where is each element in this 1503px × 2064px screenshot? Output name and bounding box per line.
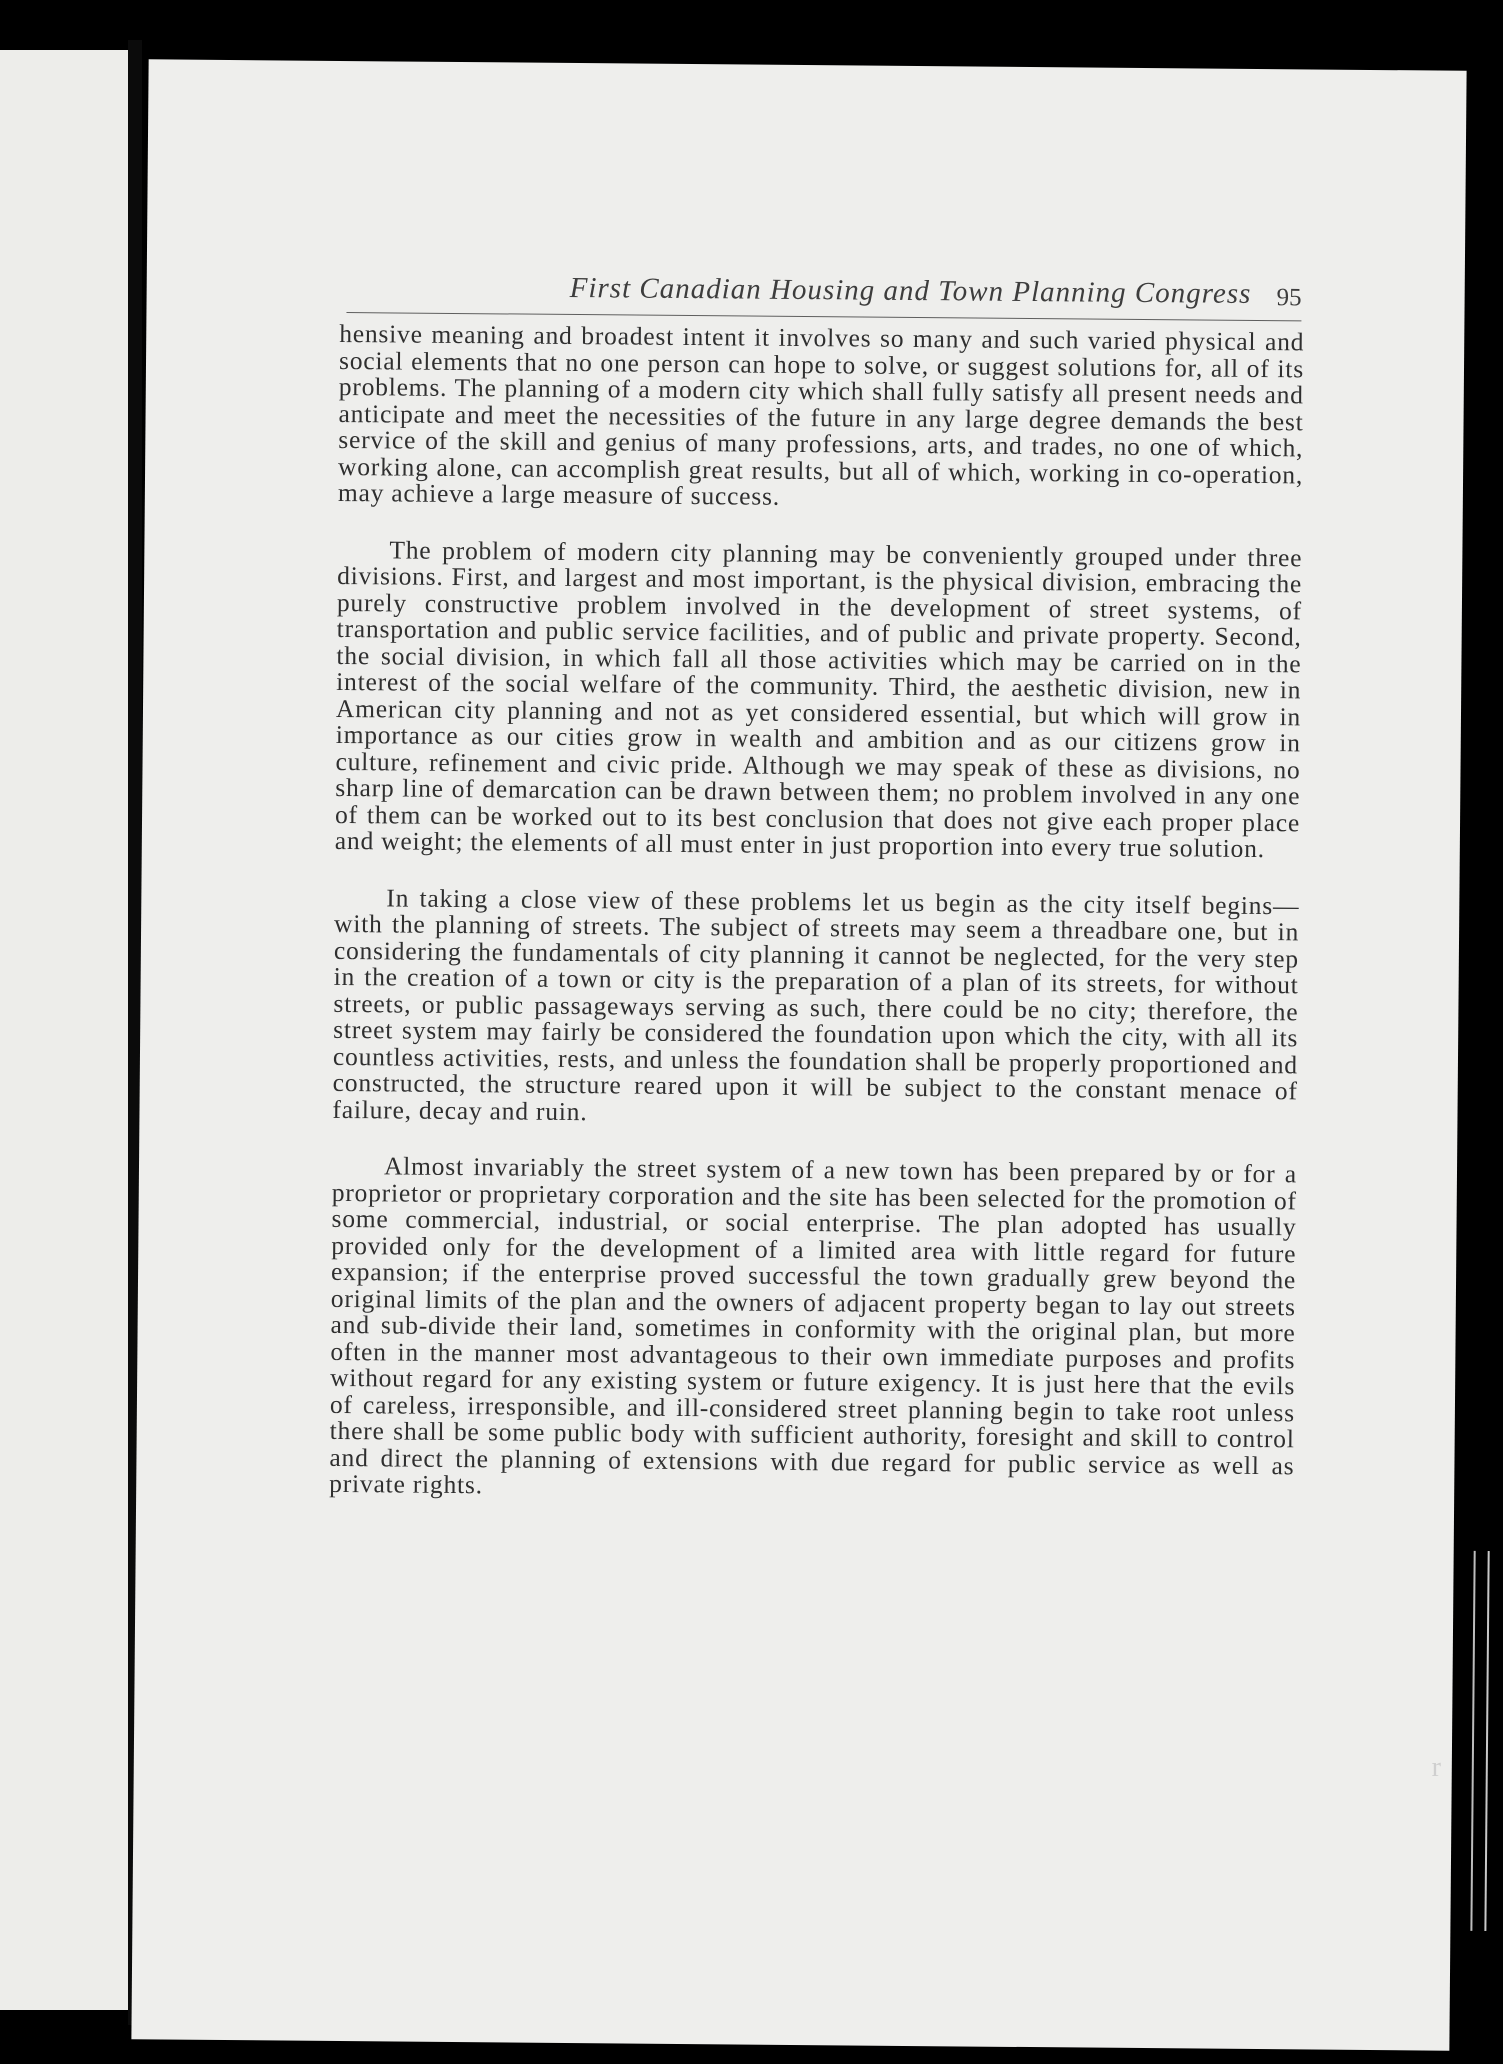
paragraph-3: In taking a close view of these problems let us begin as the city itself begins—with the planning of streets. The subject of streets may seem a threadbare one, but in considering the fundamentals of city planning it cannot be neglected, for the very step in the creation of a town or city is the preparation of a plan of its streets, for without streets, or public passageways serving as such, there could be no city; therefore, the street system may fairly be considered the foundation upon which the city, with all its countless activities, rests, and unless the foundation shall be properly proportioned and constructed, the structure reared upon it will be subject to the constant menace of failure, decay and ruin. (332, 882, 1300, 1126)
paragraph-2: The problem of modern city planning may be conveniently grouped under three divisions. First, and largest and most important, is the physical division, embracing the purely constructive problem involved in the development of street systems, of transportation and public service facilities, and of public and private property. Second, the social division, in which fall all those activities which may be carried on in the interest of the social welfare of the community. Third, the aesthetic division, new in American city planning and not as yet considered essential, but which will grow in importance as our cities grow in wealth and ambition and as our citizens grow in culture, refinement and civic pride. Although we may speak of these as divisions, no sharp line of demarcation can be drawn between them; no problem involved in any one of them can be worked out to its best conclusion that does not give each proper place and weight; the elements of all must enter in just proportion into every true solution. (334, 534, 1303, 864)
paragraph-1: hensive meaning and broadest intent it involves so many and such varied physical and social elements that no one person can hope to solve, or suggest solutions for, all of its problems. The planning of a modern city which shall fully satisfy all present needs and anticipate and meet the necessities of the future in any large degree demands the best service of the skill and genius of many professions, arts, and trades, no one of which, working alone, can accomplish great results, but all of which, working in co-operation, may achieve a large measure of success. (337, 318, 1305, 511)
paragraph-4: Almost invariably the street system of a new town has been prepared by or for a proprietor or proprietary corporation and the site has been selected for the promotion of some commercial, industrial, or social enterprise. The plan adopted has usually provided only for the development of a limited area with little regard for future expansion; if the enterprise proved successful the town gradually grew beyond the original limits of the plan and the owners of adjacent property began to lay out streets and sub-divide their land, sometimes in conformity with the original plan, but more often in the manner most advantageous to their own immediate purposes and profits without regard for any existing system or future exigency. It is just here that the evils of careless, irresponsible, and ill-considered street planning begin to take root unless there shall be some public body with sufficient authority, foresight and skill to control and direct the planning of extensions with due regard for public service as well as private rights. (329, 1151, 1298, 1500)
book-page (131, 59, 1466, 2050)
body-text (329, 318, 1305, 1536)
page-number: 95 (1276, 284, 1302, 312)
running-title: First Canadian Housing and Town Planning Congress (569, 271, 1252, 310)
margin-mark: r (1431, 1752, 1441, 1783)
page-edge-lines (1470, 1551, 1489, 1931)
facing-page-edge (0, 50, 128, 2010)
page-header (346, 266, 1301, 321)
